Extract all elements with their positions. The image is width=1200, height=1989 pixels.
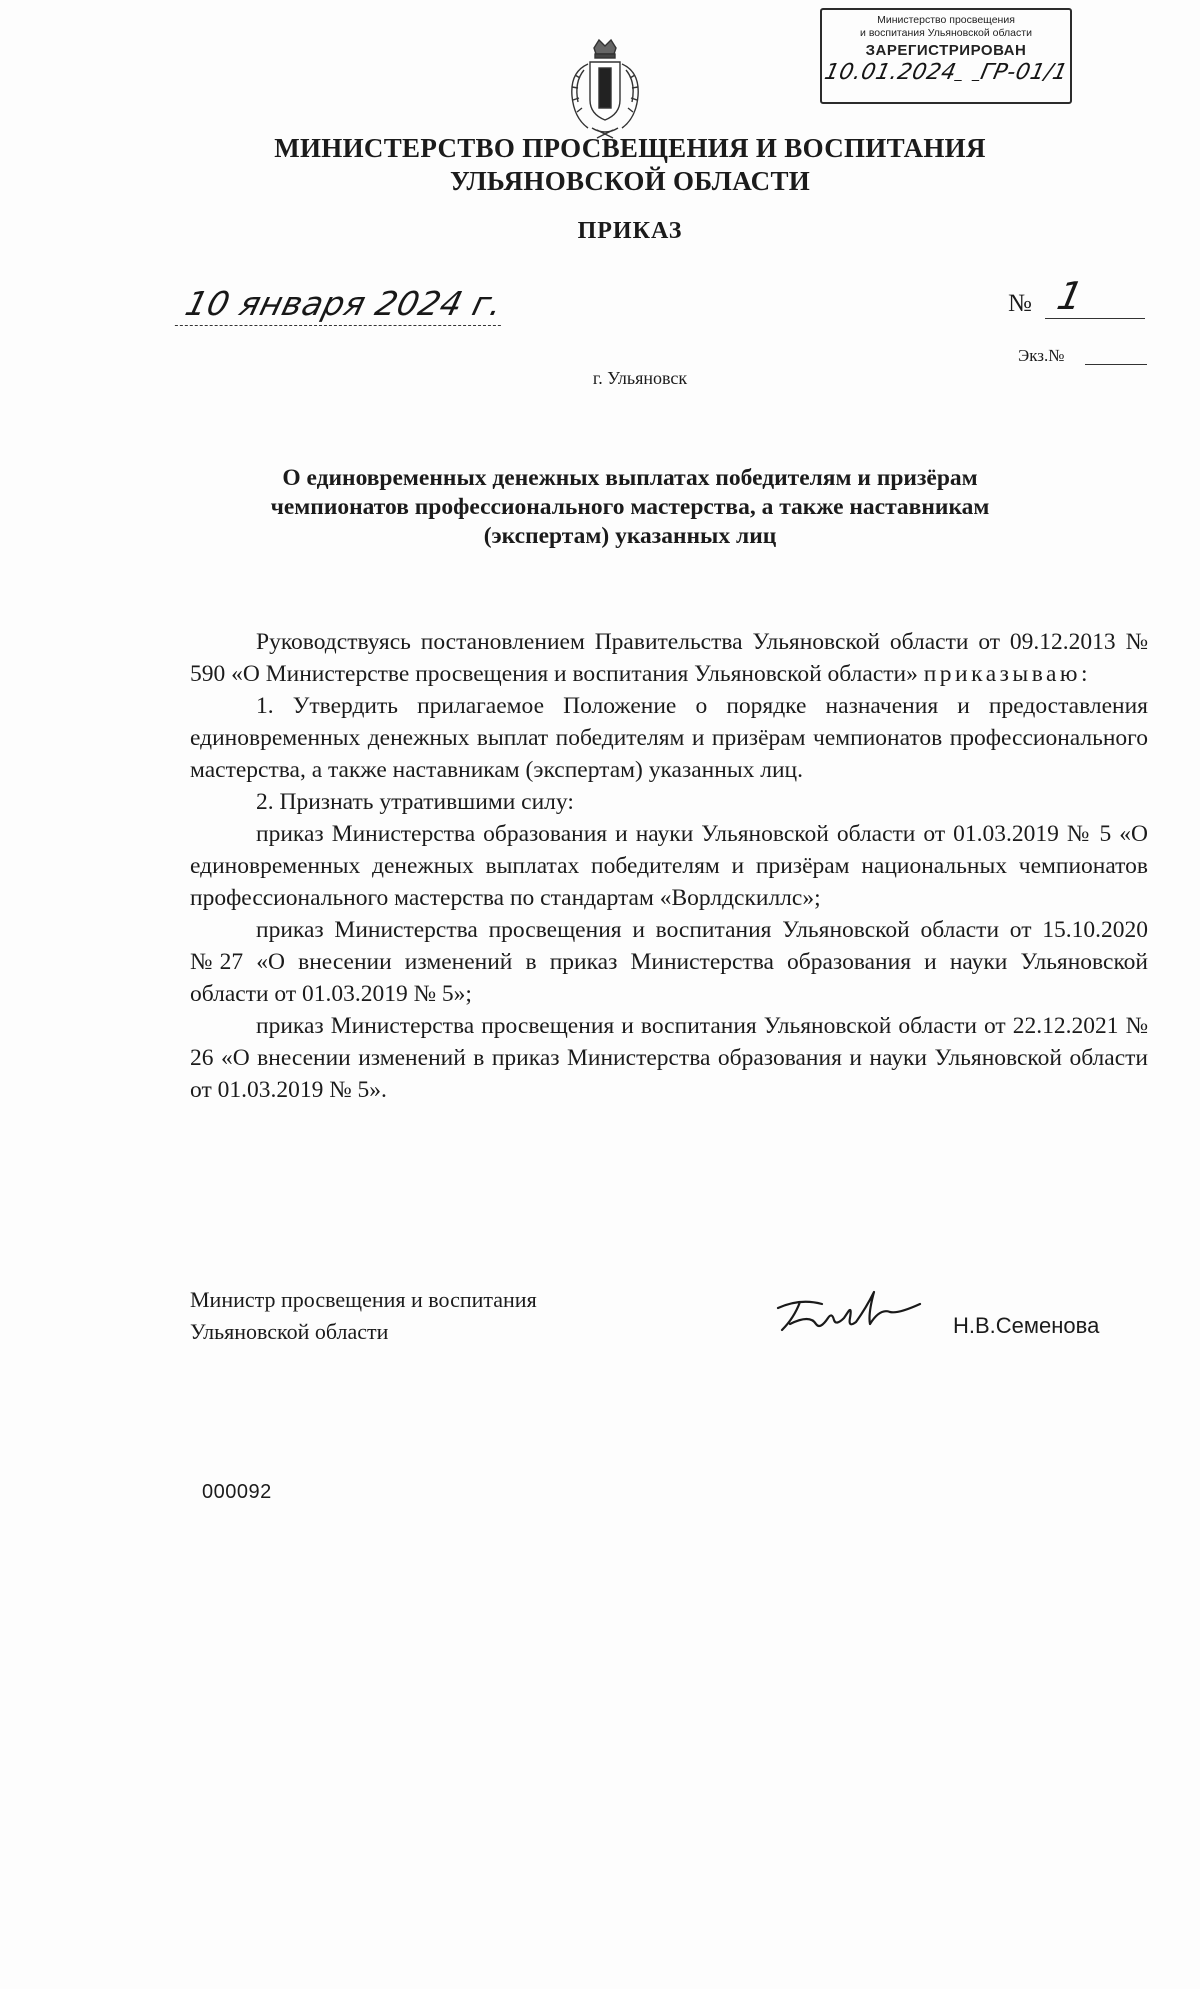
copy-number-underline: [1085, 364, 1147, 365]
registration-stamp: [820, 8, 1072, 104]
stamp-reg-number: ГР-01/1: [978, 60, 1070, 85]
handwritten-signature-icon: [770, 1278, 930, 1342]
document-type: ПРИКАЗ: [577, 218, 683, 244]
number-sign: №: [1008, 290, 1032, 317]
signatory-position-line-2: Ульяновской области: [190, 1319, 389, 1344]
body-item-2-c: приказ Министерства просвещения и воспитания Ульяновской области от 22.12.2021 № 26 «О внесении изменений в приказ Министерства образования и науки Ульяновской области от 01.03.2019 № 5».: [190, 1013, 1148, 1103]
number-underline: [1045, 318, 1145, 319]
serial-number: 000092: [202, 1481, 272, 1503]
ministry-title-line-2: УЛЬЯНОВСКОЙ ОБЛАСТИ: [449, 166, 811, 196]
body-item-1: 1. Утвердить прилагаемое Положение о порядке назначения и предоставления единовременных денежных выплат победителям и призёрам чемпионатов профессионального мастерства, а также наставникам (экспертам) указанных лиц.: [190, 693, 1148, 783]
body-item-2-b: приказ Министерства просвещения и воспитания Ульяновской области от 15.10.2020 №27 «О внесении изменений в приказ Министерства образования и науки Ульяновской области от 01.03.2019 № 5»;: [190, 917, 1148, 1007]
ministry-title: [200, 132, 1060, 198]
body-intro-text: Руководствуясь постановлением Правительства Ульяновской области от 09.12.2013 № 590 «О Министерстве просвещения и воспитания Ульяновской области»: [190, 629, 1148, 687]
stamp-line-1: Министерство просвещения: [877, 14, 1015, 26]
signatory-position: [190, 1284, 537, 1348]
subject-line-1: О единовременных денежных выплатах победителям и призёрам: [282, 465, 978, 491]
document-date-handwritten: 10 января 2024 г.: [175, 284, 511, 326]
document-number-handwritten: 1: [1053, 274, 1087, 318]
city: г. Ульяновск: [592, 368, 688, 388]
stamp-status: ЗАРЕГИСТРИРОВАН: [865, 42, 1027, 59]
coat-of-arms-icon: [564, 38, 646, 142]
body-item-2-a: приказ Министерства образования и науки Ульяновской области от 01.03.2019 № 5 «О единовременных денежных выплатах победителям и призёрам национальных чемпионатов профессионального мастерства по стандартам «Ворлдскиллс»;: [190, 821, 1148, 911]
signatory-position-line-1: Министр просвещения и воспитания: [190, 1287, 537, 1312]
order-body: [190, 626, 1148, 1106]
stamp-reg-date: 10.01.2024: [822, 60, 959, 85]
body-intro: [190, 626, 1148, 690]
stamp-handwritten-registration: [819, 60, 1073, 86]
order-subject: [230, 464, 1030, 551]
body-intro-command: приказываю:: [923, 661, 1092, 687]
subject-line-3: (экспертам) указанных лиц: [483, 523, 777, 549]
signatory-name: Н.В.Семенова: [953, 1313, 1100, 1338]
ministry-title-line-1: МИНИСТЕРСТВО ПРОСВЕЩЕНИЯ И ВОСПИТАНИЯ: [274, 133, 986, 163]
copy-number-label: Экз.№: [1018, 346, 1065, 365]
stamp-line-2: и воспитания Ульяновской области: [860, 27, 1032, 39]
body-item-2: 2. Признать утратившими силу:: [256, 789, 574, 815]
subject-line-2: чемпионатов профессионального мастерства, а также наставникам: [270, 494, 990, 520]
